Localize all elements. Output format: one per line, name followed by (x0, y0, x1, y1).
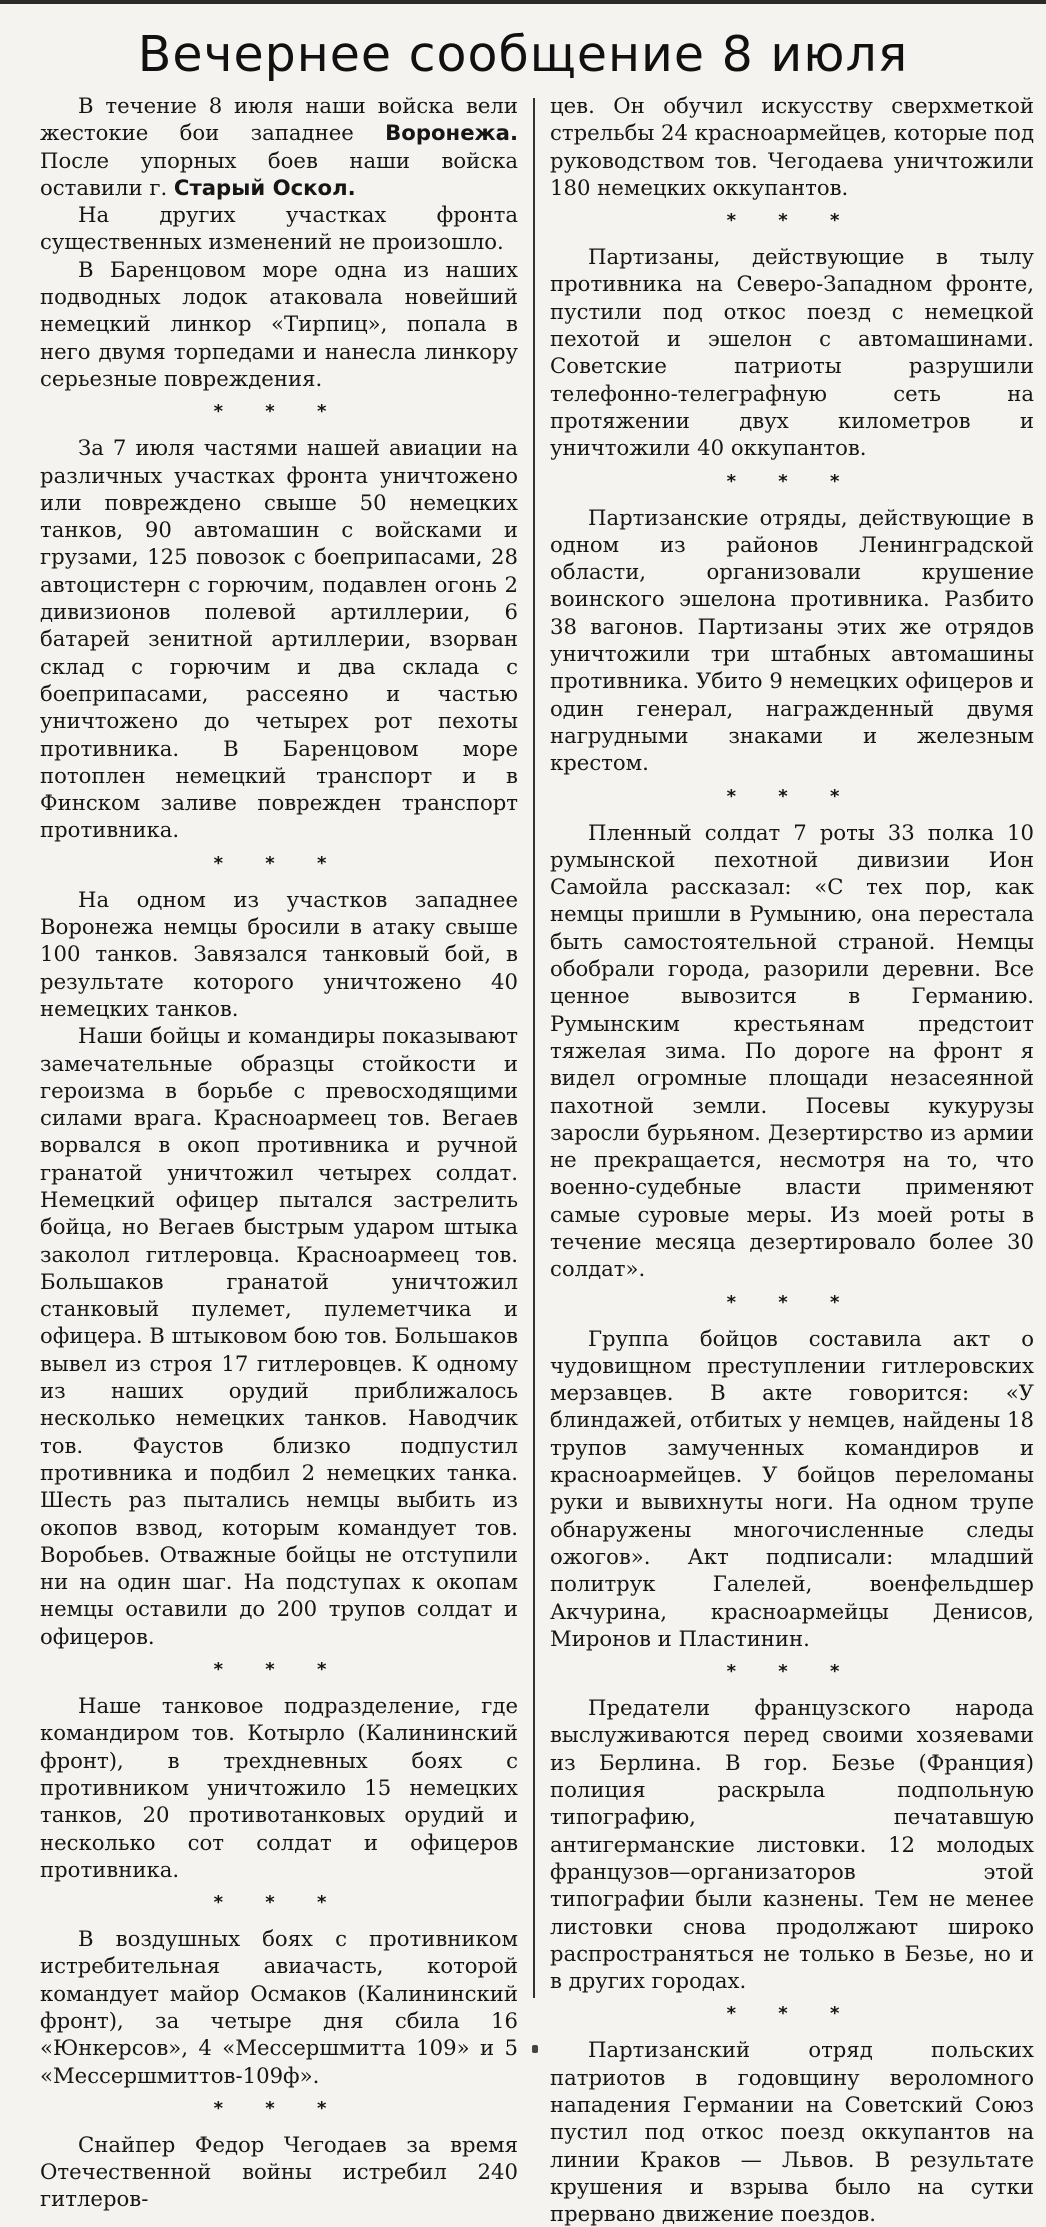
column-divider (533, 98, 535, 1998)
headline: Вечернее сообщение 8 июля (137, 26, 909, 83)
paragraph-other-sectors: На других участках фронта существенных изменений не произошло. (40, 202, 518, 255)
section-separator: * * * (726, 785, 858, 807)
section-separator: * * * (213, 1892, 345, 1914)
section-separator: * * * (726, 1291, 858, 1313)
top-rule (0, 0, 1046, 4)
paragraph-sniper: Снайпер Федор Чегодаев за время Отечественной войны истребил 240 гитлеров- (40, 2131, 518, 2212)
paragraph-aviation: За 7 июля частями нашей авиации на различных участках фронта уничтожено или повреждено свыше 50 немецких танков, 90 автомашин с войсками и грузами, 125 повозок с боеприпасами, 28 автоцистерн с горючим, подавлен огонь 2 дивизионов полевой артиллерии, 6 батарей зенитной артиллерии, взорван склад с горючим и два склада с боеприпасами, рассеяно и частью уничтожено до четырех рот пехоты противника. В Баренцовом море потоплен немецкий транспорт и в Финском заливе поврежден транспорт противника. (40, 435, 518, 843)
paragraph-atrocity-act: Группа бойцов составила акт о чудовищном преступлении гитлеровских мерзавцев. В акте говорится: «У блиндажей, отбитых у немцев, найдены 18 трупов замученных командиров и красноармейцев. У бойцов переломаны руки и вывихнуты ноги. На одном трупе обнаружены многочисленные следы ожогов». Акт подписали: младший политрук Галелей, военфельдшер Акчурина, красноармейцы Денисов, Миронов и Пластинин. (550, 1325, 1034, 1651)
paragraph-air-battles: В воздушных боях с противником истребительная авиачасть, которой командует майор Осмаков (Калининский фронт), за четыре дня сбила 16 «Юнкерсов», 4 «Мессершмитта 109» и 5 «Мессершмиттов-109ф». (40, 1926, 518, 2088)
paragraph-tank-unit: Наше танковое подразделение, где командиром тов. Котырло (Калининский фронт), в трехдневных боях с противником уничтожило 15 немецких танков, 20 противотанковых орудий и несколько сот солдат и офицеров противника. (40, 1693, 518, 1882)
place-stary-oskol: Старый Оскол. (173, 174, 356, 200)
place-voronezh: Воронежа. (385, 120, 518, 146)
section-separator: * * * (726, 210, 858, 232)
right-column (550, 92, 1034, 2227)
section-separator: * * * (213, 1659, 345, 1681)
paragraph-polish-partisans: Партизанский отряд польских патриотов в годовщину вероломного нападения Германии на Советский Союз пустил под откос поезд оккупантов на линии Краков — Львов. В результате крушения и взрыва было на сутки прервано движение поездов. (550, 2037, 1034, 2227)
paragraph-french-traitors: Предатели французского народа выслуживаются перед своими хозяевами из Берлина. В гор. Безье (Франция) полиция раскрыла подпольную типографию, печатавшую антигерманские листовки. 12 молодых французов—организаторов этой типографии были казнены. Тем не менее листовки снова продолжают широко распространяться не только в Безье, но и в других городах. (550, 1695, 1034, 1994)
paragraph-heroism: Наши бойцы и командиры показывают замечательные образцы стойкости и героизма в борьбе с превосходящими силами врага. Красноармеец тов. Вегаев ворвался в окоп противника и ручной гранатой уничтожил четырех солдат. Немецкий офицер пытался застрелить бойца, но Вегаев быстрым ударом штыка заколол гитлеровца. Красноармеец тов. Большаков гранатой уничтожил станковый пулемет, пулеметчика и офицера. В штыковом бою тов. Большаков вывел из строя 17 гитлеровцев. К одному из наших орудий приближалось несколько немецких танков. Наводчик тов. Фаустов близко подпустил противника и подбил 2 немецких танка. Шесть раз пытались немцы выбить из окопов взвод, которым командует тов. Воробьев. Отважные бойцы не отступили ни на один шаг. На подступах к окопам немцы оставили до 200 трупов солдат и офицеров. (40, 1023, 518, 1649)
section-separator: * * * (726, 1661, 858, 1683)
section-separator: * * * (213, 852, 345, 874)
paragraph-sniper-continued: цев. Он обучил искусству сверхметкой стрельбы 24 красноармейцев, которые под руководством тов. Чегодаева уничтожили 180 немецких оккупантов. (550, 93, 1034, 200)
section-separator: * * * (726, 2003, 858, 2025)
print-mark (532, 2045, 538, 2053)
paragraph-tank-battle: На одном из участков западнее Воронежа немцы бросили в атаку свыше 100 танков. Завязался танковый бой, в результате которого уничтожено 40 немецких танков. (40, 886, 518, 1021)
section-separator: * * * (726, 470, 858, 492)
paragraph-partisans-northwest: Партизаны, действующие в тылу противника на Северо-Западном фронте, пустили под откос поезд с немецкой пехотой и эшелон с автомашинами. Советские патриоты разрушили телефонно-телеграфную сеть на протяжении двух километров и уничтожили 40 оккупантов. (550, 244, 1034, 461)
section-separator: * * * (213, 401, 345, 423)
left-column (40, 92, 518, 2213)
paragraph-romanian-prisoner: Пленный солдат 7 роты 33 полка 10 румынской пехотной дивизии Ион Самойла рассказал: «С тех пор, как немцы пришли в Румынию, она перестала быть самостоятельной страной. Немцы обобрали города, разорили деревни. Все ценное вывозится в Германию. Румынским крестьянам предстоит тяжелая зима. По дороге на фронт я видел огромные площади незасеянной пахотной земли. Посевы кукурузы заросли бурьяном. Дезертирство из армии не прекращается, несмотря на то, что военно-судебные власти применяют самые суровые меры. Из моей роты в течение месяца дезертировало более 30 солдат». (550, 819, 1034, 1282)
paragraph-voronezh: В течение 8 июля наши войска вели жестокие бои западнее Воронежа. После упорных боев наши войска оставили г. Старый Оскол. (40, 93, 518, 200)
section-separator: * * * (213, 2097, 345, 2119)
paragraph-partisans-leningrad: Партизанские отряды, действующие в одном из районов Ленинградской области, организовали крушение воинского эшелона противника. Разбито 38 вагонов. Партизаны этих же отрядов уничтожили три штабных автомашины противника. Убито 9 немецких офицеров и один генерал, награжденный двумя нагрудными знаками и железным крестом. (550, 504, 1034, 776)
paragraph-tirpitz: В Баренцовом море одна из наших подводных лодок атаковала новейший немецкий линкор «Тирпиц», попала в него двумя торпедами и нанесла линкору серьезные повреждения. (40, 256, 518, 391)
